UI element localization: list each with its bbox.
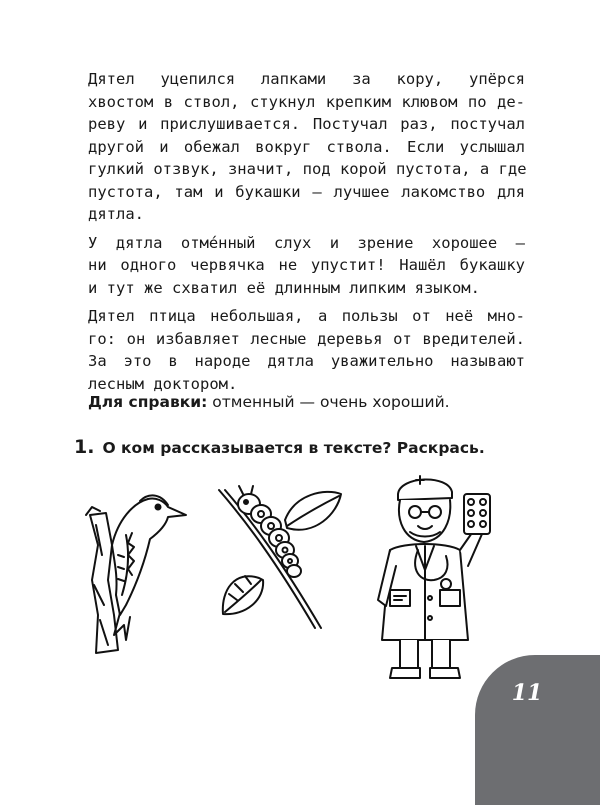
page-number: 11 xyxy=(511,680,543,706)
text-line: дятла. xyxy=(88,205,144,223)
paragraph-1 xyxy=(74,68,525,226)
reference-note xyxy=(88,393,450,411)
story-text xyxy=(74,68,525,401)
page-number-tab xyxy=(475,655,600,805)
text-line: го: он избавляет лесные деревья от вредителей. xyxy=(88,329,525,348)
text-line: пустота, там и букашки — лучшее лакомство для xyxy=(88,182,525,201)
doctor-picture[interactable] xyxy=(360,470,495,685)
text-line: Дятел птица небольшая, а пользы от неё мно- xyxy=(88,307,525,325)
paragraph-2 xyxy=(74,232,525,300)
text-line: У дятла отме́нный слух и зрение хорошее — xyxy=(88,233,525,252)
text-line: и тут же схватил её длинным липким языком. xyxy=(88,278,480,297)
caterpillar-picture[interactable] xyxy=(215,480,345,630)
text-line: реву и прислушивается. Постучал раз, постучал xyxy=(88,115,525,133)
task-number: 1. xyxy=(74,436,95,458)
text-line: ни одного червячка не упустит! Нашёл букашку xyxy=(88,256,525,274)
task-text: О ком рассказывается в тексте? Раскрась. xyxy=(102,439,485,457)
text-line: лесным доктором. xyxy=(88,374,238,393)
reference-label: Для справки: xyxy=(88,393,208,411)
woodpecker-picture[interactable] xyxy=(78,485,188,655)
text-line: другой и обежал вокруг ствола. Если услышал xyxy=(88,137,525,156)
reference-text: отменный — очень хороший. xyxy=(212,393,450,411)
text-line: Дятел уцепился лапками за кору, упёрся xyxy=(88,70,525,88)
paragraph-3 xyxy=(74,305,525,395)
text-line: За это в народе дятла уважительно называют xyxy=(88,352,525,370)
text-line: хвостом в ствол, стукнул крепким клювом по де- xyxy=(88,92,525,111)
text-line: гулкий отзвук, значит, под корой пустота, а где xyxy=(88,160,527,178)
task-1 xyxy=(74,436,485,458)
